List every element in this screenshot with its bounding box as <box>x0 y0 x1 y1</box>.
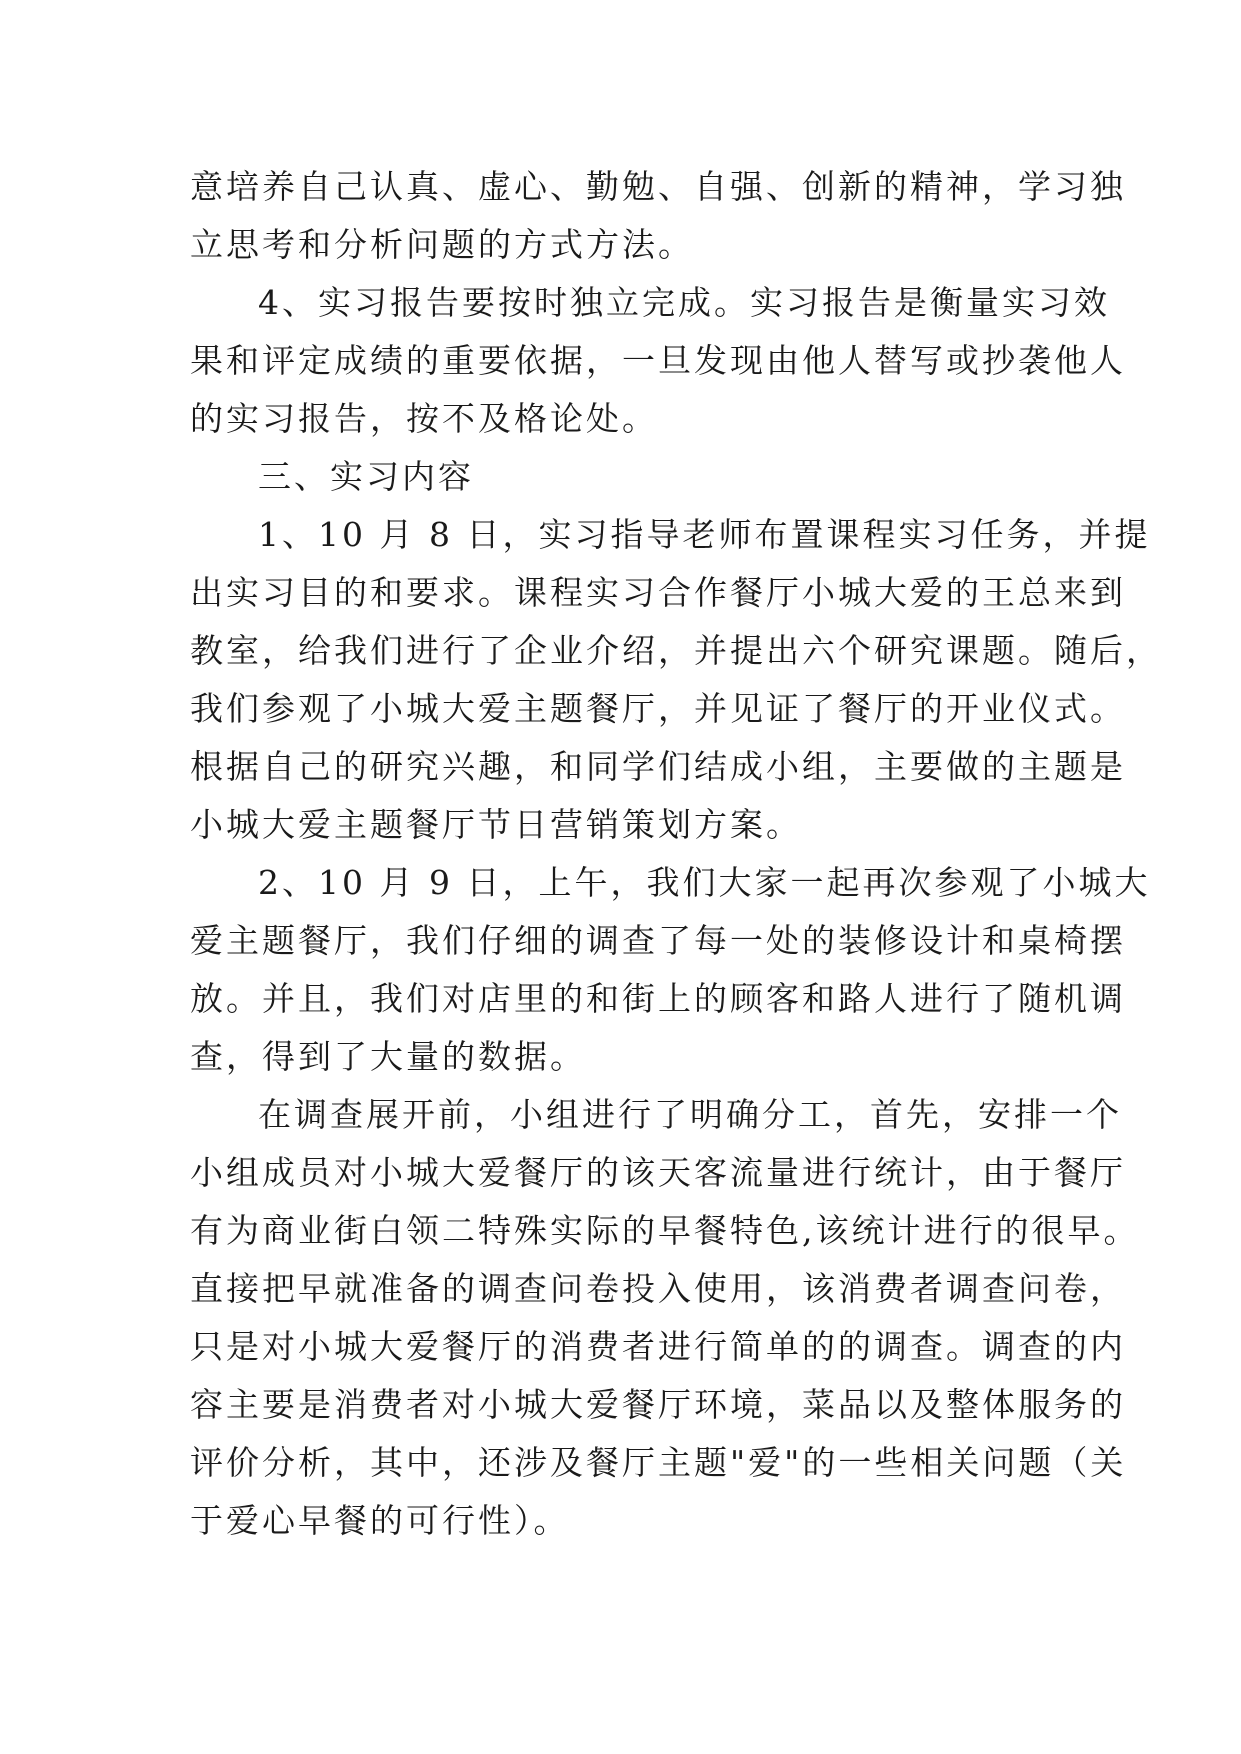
text-line: 果和评定成绩的重要依据，一旦发现由他人替写或抄袭他人 <box>190 341 1126 380</box>
text-line: 评价分析，其中，还涉及餐厅主题"爱"的一些相关问题（关 <box>190 1443 1127 1482</box>
text-line: 1、10 月 8 日，实习指导老师布置课程实习任务，并提 <box>258 515 1151 554</box>
text-line: 于爱心早餐的可行性）。 <box>190 1501 570 1540</box>
text-line: 教室，给我们进行了企业介绍，并提出六个研究课题。随后， <box>190 631 1162 670</box>
text-line: 2、10 月 9 日，上午，我们大家一起再次参观了小城大 <box>258 863 1151 902</box>
text-line: 4、实习报告要按时独立完成。实习报告是衡量实习效 <box>258 283 1110 322</box>
text-line: 容主要是消费者对小城大爱餐厅环境，菜品以及整体服务的 <box>190 1385 1126 1424</box>
text-line: 爱主题餐厅，我们仔细的调查了每一处的装修设计和桌椅摆 <box>190 921 1126 960</box>
text-line: 在调查展开前，小组进行了明确分工，首先，安排一个 <box>258 1095 1122 1134</box>
text-line: 意培养自己认真、虚心、勤勉、自强、创新的精神，学习独 <box>190 167 1126 206</box>
text-line: 的实习报告，按不及格论处。 <box>190 399 658 438</box>
section-heading: 三、实习内容 <box>258 457 474 496</box>
text-line: 我们参观了小城大爱主题餐厅，并见证了餐厅的开业仪式。 <box>190 689 1126 728</box>
body-text <box>190 158 1162 1550</box>
text-line: 立思考和分析问题的方式方法。 <box>190 225 694 264</box>
text-line: 出实习目的和要求。课程实习合作餐厅小城大爱的王总来到 <box>190 573 1126 612</box>
text-line: 放。并且，我们对店里的和街上的顾客和路人进行了随机调 <box>190 979 1126 1018</box>
text-line: 直接把早就准备的调查问卷投入使用，该消费者调查问卷， <box>190 1269 1126 1308</box>
text-line: 小城大爱主题餐厅节日营销策划方案。 <box>190 805 802 844</box>
text-line: 有为商业街白领二特殊实际的早餐特色,该统计进行的很早。 <box>190 1211 1140 1250</box>
text-line: 查，得到了大量的数据。 <box>190 1037 586 1076</box>
text-line: 根据自己的研究兴趣，和同学们结成小组，主要做的主题是 <box>190 747 1126 786</box>
text-line: 只是对小城大爱餐厅的消费者进行简单的的调查。调查的内 <box>190 1327 1126 1366</box>
text-line: 小组成员对小城大爱餐厅的该天客流量进行统计，由于餐厅 <box>190 1153 1126 1192</box>
